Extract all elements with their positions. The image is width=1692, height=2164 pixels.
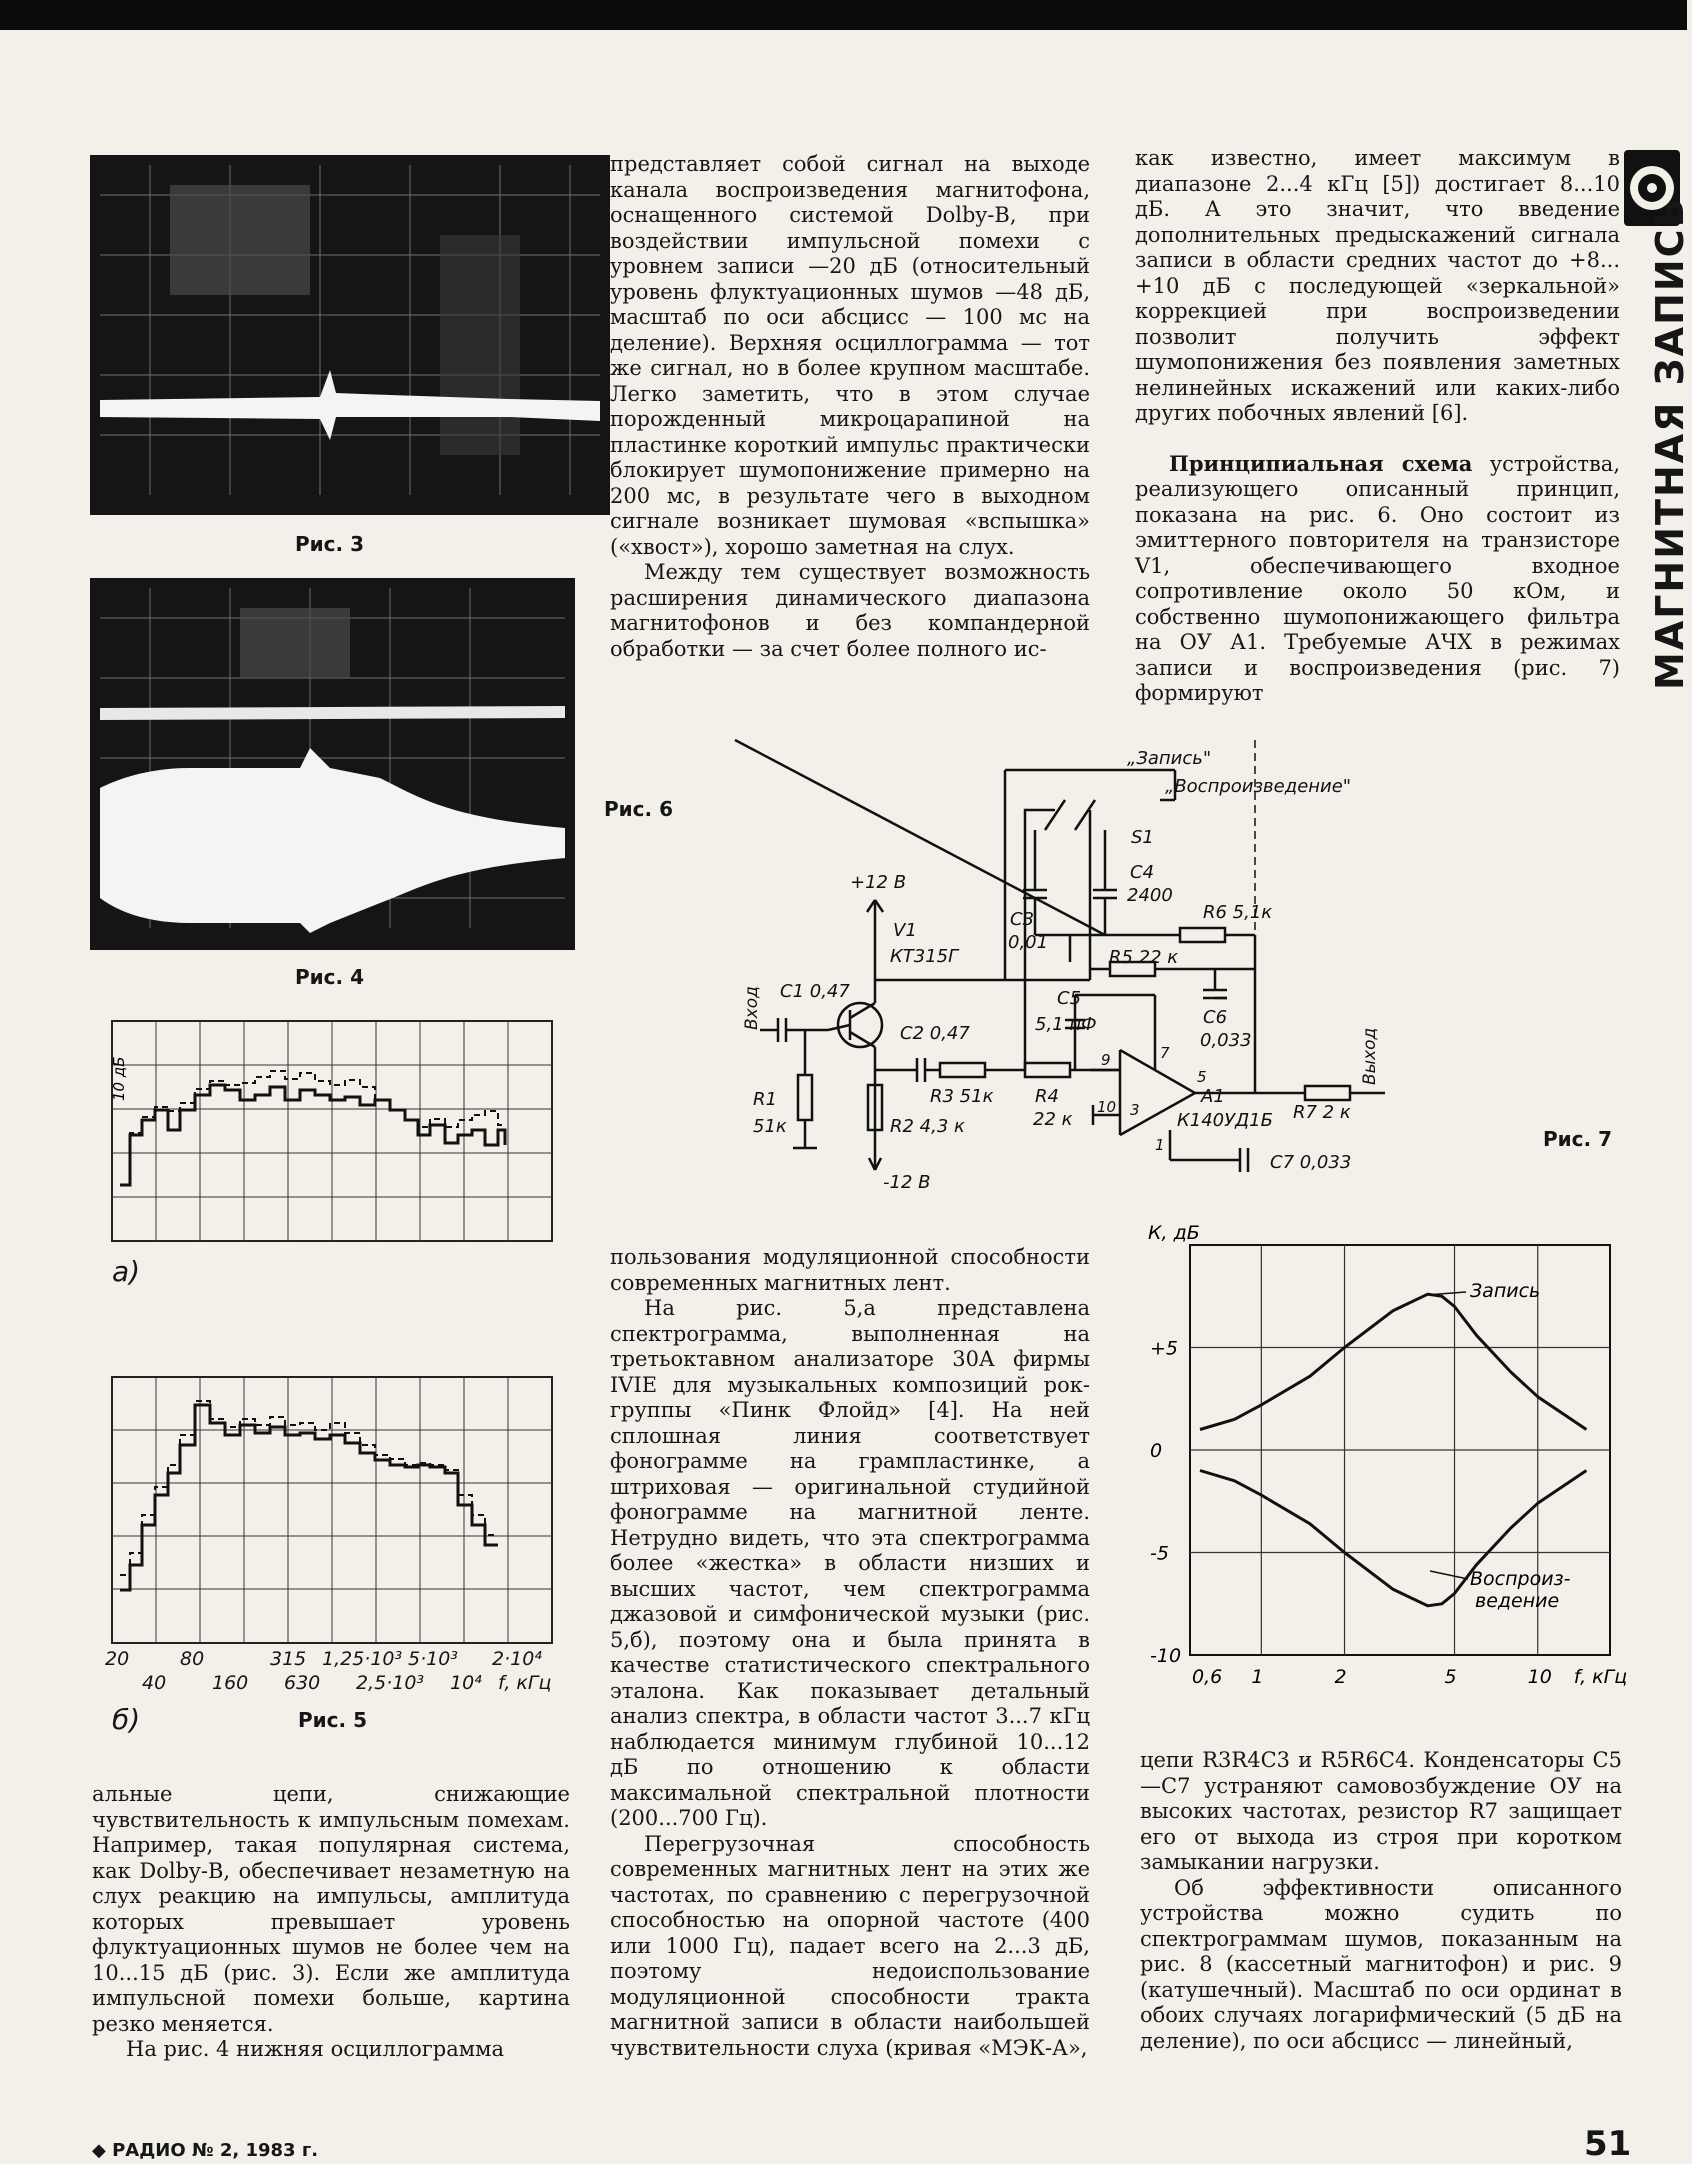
fig7-caption: Рис. 7 (1543, 1127, 1613, 1151)
schematic-plus12: +12 В (850, 872, 907, 893)
schematic-r4b: 22 к (1033, 1109, 1073, 1130)
fig5a-label: а) (112, 1255, 141, 1288)
fig7-ytick: 0 (1150, 1440, 1163, 1462)
paragraph (610, 1296, 1090, 1832)
fig5-tick-630: 630 (284, 1672, 321, 1694)
fig5-caption: Рис. 5 (298, 1708, 368, 1732)
text-column-left-bottom (92, 1782, 570, 2063)
fig7-ytick: +5 (1150, 1337, 1179, 1360)
fig5-tick-80: 80 (180, 1648, 205, 1670)
schematic-a1b: К140УД1Б (1177, 1110, 1273, 1131)
fig7-xtick: 1 (1251, 1666, 1264, 1688)
text-column-middle-top (610, 152, 1090, 662)
paragraph (610, 1245, 1090, 1296)
spectrogram-fig5b-dashed (120, 1401, 498, 1575)
schematic-v1-label: V1 (893, 920, 917, 941)
fig7-curve-label-rec: Запись (1470, 1280, 1541, 1302)
paragraph-text: как известно, имеет максимум в диапазоне 2...4 кГц [5]) достигает 8...10 дБ. А это значит, что введение дополнительных предыскажений сигнала записи в области средних частот до +8... +10 дБ с последующей «зеркальной» коррекцией при воспроизведении позволит получить эффект шумопонижения без появления заметных нелинейных искажений или каких-либо других побочных явлений [6]. (1135, 146, 1620, 425)
fig6-caption: Рис. 6 (604, 797, 674, 821)
schematic-fig6 (735, 740, 1395, 1210)
fig5a-scale-label: 10 дБ (110, 1056, 128, 1101)
paragraph-text: альные цепи, снижающие чувствительность к импульсным помехам. Например, такая популярная система, как Dolby-B, обеспечивает незаметную на слух реакцию на импульсы, амплитуда которых превышает уровень флуктуационных шумов не более чем на 10...15 дБ (рис. 3). Если же амплитуда импульсной помехи больше, картина резко меняется. (92, 1782, 570, 2036)
section-title-vertical: МАГНИТНАЯ ЗАПИСЬ (1648, 196, 1692, 690)
schematic-a1a: А1 (1201, 1086, 1225, 1107)
schematic-c2: С2 0,47 (900, 1023, 970, 1044)
schematic-pin10: 10 (1097, 1098, 1117, 1116)
schematic-s1: S1 (1131, 827, 1154, 848)
schematic-v1-part: КТ315Г (890, 946, 959, 967)
paragraph-text: На рис. 4 нижняя осциллограмма (126, 2037, 504, 2061)
schematic-c5b: 5,1 пФ (1035, 1014, 1097, 1035)
paragraph-text: Об эффективности описанного устройства можно судить по спектрограммам шумов, показанным на рис. 8 (кассетный магнитофон) и рис. 9 (катушечный). Масштаб по оси ординат в обоих случаях логарифмический (5 дБ на деление), по оси абсцисс — линейный, (1140, 1875, 1622, 2053)
schematic-r4a: R4 (1035, 1086, 1059, 1107)
paragraph (1140, 1876, 1622, 2055)
paragraph (92, 1782, 570, 2037)
fig5-tick-2500: 2,5·10³ (356, 1672, 425, 1694)
fig7-xtick: 5 (1444, 1666, 1457, 1688)
oscillogram-fig3-trace (90, 155, 610, 515)
schematic-c3b: 0,01 (1008, 932, 1049, 953)
fig5-tick-315: 315 (270, 1648, 307, 1670)
spectrogram-fig5a-solid (120, 1085, 505, 1185)
fig5-tick-40: 40 (142, 1672, 167, 1694)
fig5b-label: б) (112, 1703, 141, 1736)
paragraph (610, 152, 1090, 560)
paragraph-text: На рис. 5,а представлена спектрограмма, выполненная на третьоктавном анализаторе 30А фирмы IVIE для музыкальных композиций рок-группы «Пинк Флойд» [4]. На ней сплошная линия соответствует фонограмме на грампластинке, а штриховая — оригинальной студийной фонограмме на магнитной ленте. Нетрудно видеть, что эта спектрограмма более «жестка» в области низших и высших частот, чем спектрограмма джазовой и симфонической музыки (рис. 5,б), поэтому она и была принята в качестве статистического спектрального эталона. Как показывает детальный анализ спектра, в области частот 3...7 кГц наблюдается минимум глубиной 10...12 дБ по отношению к области максимальной спектральной плотности (200...700 Гц). (610, 1296, 1090, 1830)
schematic-r1b: 51к (753, 1116, 787, 1137)
paragraph-text: цепи R3R4C3 и R5R6C4. Конденсаторы С5—С7 устраняют самовозбуждение ОУ на высоких частотах, резистор R7 защищает его от выхода из строя при коротком замыкании нагрузки. (1140, 1748, 1622, 1874)
schematic-c7: С7 0,033 (1270, 1152, 1352, 1173)
fig7-xtick: f, кГц (1573, 1666, 1628, 1688)
schematic-c3a: С3 (1010, 909, 1035, 930)
fig7-curve-label-play-1: Воспроиз- (1470, 1568, 1571, 1590)
schematic-c4b: 2400 (1127, 885, 1173, 906)
schematic-r3: R3 51к (930, 1086, 994, 1107)
oscillogram-fig4 (90, 578, 575, 950)
fig7-ylabel: К, дБ (1148, 1222, 1200, 1244)
journal-footer: ◆ РАДИО № 2, 1983 г. (92, 2140, 319, 2161)
fig4-caption: Рис. 4 (295, 965, 365, 989)
paragraph-text: Перегрузочная способность современных магнитных лент на этих же частотах, по сравнению с перегрузочной способностью на опорной частоте (400 или 1000 Гц), падает всего на 2...3 дБ, поэтому недоиспользование модуляционной способности тракта магнитной записи в области наибольшей чувствительности слуха (кривая «МЭК-А», (610, 1831, 1090, 2060)
schematic-r1a: R1 (753, 1089, 777, 1110)
text-column-right-top (1135, 146, 1620, 707)
fig7-ytick: -5 (1150, 1542, 1169, 1565)
schematic-minus12: -12 В (883, 1172, 931, 1193)
paragraph (92, 2037, 570, 2063)
page-number: 51 (1584, 2124, 1632, 2164)
paragraph-lead: Принципиальная схема (1169, 450, 1473, 476)
paragraph (610, 1832, 1090, 2062)
top-dark-band (0, 0, 1687, 30)
schematic-pin5: 5 (1197, 1068, 1207, 1086)
fig5-xunit: f, кГц (498, 1672, 552, 1694)
fig3-caption: Рис. 3 (295, 532, 365, 556)
schematic-pin3: 3 (1130, 1101, 1140, 1119)
paragraph-text: пользования модуляционной способности современных магнитных лент. (610, 1245, 1090, 1295)
spectrogram-fig5a (100, 1015, 570, 1265)
schematic-r6: R6 5,1к (1203, 902, 1273, 923)
schematic-pin7: 7 (1160, 1044, 1170, 1062)
paragraph (610, 560, 1090, 662)
schematic-c1: С1 0,47 (780, 981, 850, 1002)
paragraph-text: устройства, реализующего описанный принцип, показана на рис. 6. Оно состоит из эмиттерного повторителя на транзисторе V1, обеспечивающего входное сопротивление около 50 кОм, и собственно шумопонижающего фильтра на ОУ А1. Требуемые АЧХ в режимах записи и воспроизведения (рис. 7) формируют (1135, 451, 1620, 705)
fig7-xtick: 2 (1334, 1666, 1347, 1688)
frequency-response-fig7 (1140, 1215, 1630, 1705)
fig7-ytick: -10 (1150, 1645, 1182, 1667)
fig5-tick-1250: 1,25·10³ (322, 1648, 403, 1670)
schematic-r5: R5 22 к (1109, 947, 1179, 968)
fig5-ticks-row1 (100, 1648, 580, 1674)
schematic-vosp: „Воспроизведение" (1165, 776, 1352, 797)
spectrogram-fig5a-dashed (120, 1071, 505, 1185)
schematic-pin1: 1 (1155, 1136, 1165, 1154)
paragraph-text: Между тем существует возможность расширения динамического диапазона магнитофонов и без компандерной обработки — за счет более полного ис- (610, 560, 1090, 661)
fig7-curve-record (1200, 1294, 1586, 1429)
oscillogram-fig3 (90, 155, 610, 515)
schematic-c5a: С5 (1057, 988, 1082, 1009)
schematic-pin9: 9 (1101, 1051, 1111, 1069)
fig5-tick-160: 160 (212, 1672, 249, 1694)
schematic-input-label: Вход (742, 986, 762, 1030)
fig5-tick-5000: 5·10³ (408, 1648, 458, 1670)
schematic-output-label: Выход (1360, 1027, 1380, 1085)
spectrogram-fig5b-solid (120, 1405, 498, 1590)
schematic-c6a: С6 (1203, 1007, 1228, 1028)
paragraph (1135, 146, 1620, 427)
text-column-right-bottom (1140, 1748, 1622, 2054)
fig7-xtick: 0,6 (1192, 1666, 1223, 1688)
schematic-c4a: С4 (1130, 862, 1155, 883)
paragraph (1135, 451, 1620, 707)
fig5-tick-20: 20 (105, 1648, 130, 1670)
fig5-tick-10000: 10⁴ (450, 1672, 482, 1694)
fig5-tick-20000: 2·10⁴ (492, 1648, 542, 1670)
schematic-r2: R2 4,3 к (890, 1116, 965, 1137)
schematic-r7: R7 2 к (1293, 1102, 1351, 1123)
oscillogram-fig4-trace (90, 578, 575, 950)
schematic-zapis: „Запись" (1127, 748, 1212, 769)
fig5-ticks-row2 (100, 1672, 580, 1698)
fig7-xtick: 10 (1527, 1666, 1552, 1688)
text-column-middle-bottom (610, 1245, 1090, 2061)
fig7-curve-label-play-2: ведение (1475, 1590, 1560, 1612)
schematic-c6b: 0,033 (1200, 1030, 1252, 1051)
spectrogram-fig5b (100, 1375, 570, 1650)
paragraph-text: представляет собой сигнал на выходе канала воспроизведения магнитофона, оснащенного системой Dolby-B, при воздействии импульсной помехи с уровнем записи —20 дБ (относительный уровень флуктуационных шумов —48 дБ, масштаб по оси абсцисс — 100 мс на деление). Верхняя осциллограмма — тот же сигнал, но в более крупном масштабе. Легко заметить, что в этом случае порожденный микроцарапиной на пластинке короткий импульс практически блокирует шумопонижение примерно на 200 мс, в результате чего в выходном сигнале возникает шумовая «вспышка» («хвост»), хорошо заметная на слух. (610, 152, 1090, 559)
paragraph (1140, 1748, 1622, 1876)
